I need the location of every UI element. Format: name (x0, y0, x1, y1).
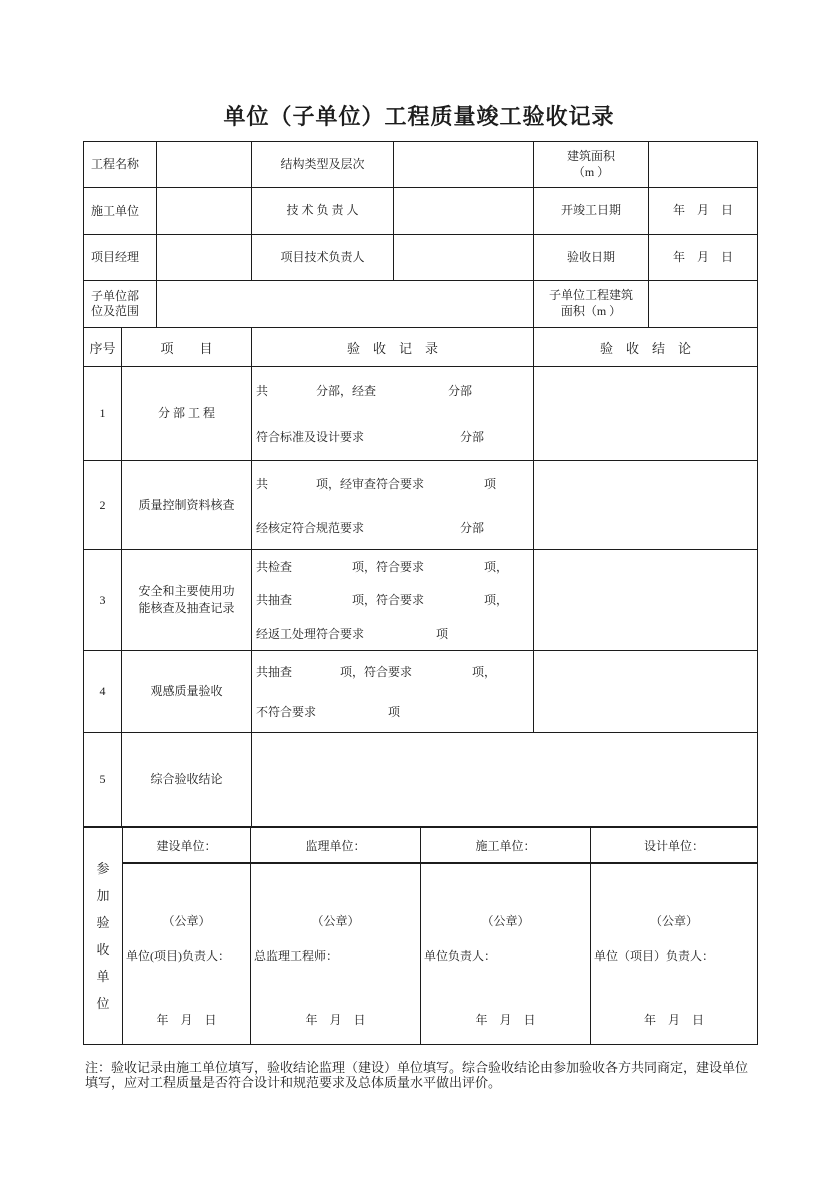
item-row-appearance-quality (84, 651, 758, 733)
column-header-conclusion: 验 收 结 论 (534, 328, 758, 367)
contractor-value[interactable] (157, 188, 252, 235)
participating-units-label: 参加验收单位 (84, 827, 123, 1045)
subunit-area-value[interactable] (649, 281, 758, 328)
subunit-scope-value[interactable] (157, 281, 534, 328)
item-row-subdivision-works (84, 367, 758, 461)
project-name-value[interactable] (157, 142, 252, 188)
acceptance-header-row (84, 328, 758, 367)
page-title: 单位（子单位）工程质量竣工验收记录 (223, 104, 615, 129)
official-seal-label: （公章） (162, 914, 211, 928)
building-area-value[interactable] (649, 142, 758, 188)
column-header-record: 验 收 记 录 (252, 328, 534, 367)
item-row-overall-conclusion (84, 733, 758, 827)
record-line: 共 分部，经查 分部 (256, 383, 473, 398)
acceptance-date-label: 验收日期 (534, 235, 649, 281)
form-table (83, 141, 757, 1045)
project-name-label: 工程名称 (84, 142, 157, 188)
item-name: 分 部 工 程 (122, 367, 252, 461)
design-signature-cell[interactable] (591, 863, 758, 1045)
supervision-unit-header: 监理单位： (251, 827, 421, 863)
subunit-area-label: 子单位工程建筑 面积（m ） (534, 281, 649, 328)
project-manager-label: 项目经理 (84, 235, 157, 281)
record-line: 不符合要求 项 (256, 705, 401, 720)
item-no: 4 (84, 651, 122, 733)
item-no: 3 (84, 550, 122, 651)
design-unit-header: 设计单位： (591, 827, 758, 863)
item-record (252, 461, 534, 550)
signatures-header-row (84, 827, 758, 863)
project-manager-value[interactable] (157, 235, 252, 281)
official-seal-label: （公章） (649, 914, 698, 928)
technical-director-value[interactable] (394, 188, 534, 235)
item-name: 质量控制资料核查 (122, 461, 252, 550)
building-area-label: 建筑面积 （m ） (534, 142, 649, 188)
item-no: 2 (84, 461, 122, 550)
info-row-project-manager (84, 235, 758, 281)
item-record (252, 367, 534, 461)
construction-owner-signature-cell[interactable] (123, 863, 251, 1045)
item-row-quality-control-docs (84, 461, 758, 550)
conclusion-cell[interactable] (534, 651, 758, 733)
info-row-project (84, 142, 758, 188)
record-line: 经核定符合规范要求 分部 (256, 520, 485, 535)
acceptance-date-value[interactable]: 年 月 日 (649, 235, 758, 281)
structure-type-label: 结构类型及层次 (252, 142, 394, 188)
signatures-table (83, 826, 758, 1045)
column-header-seq: 序号 (84, 328, 122, 367)
official-seal-label: （公章） (311, 914, 360, 928)
subunit-scope-label: 子单位部 位及范围 (84, 281, 157, 328)
responsible-person-label: 单位(项目)负责人： (126, 949, 230, 963)
project-tech-director-label: 项目技术负责人 (252, 235, 394, 281)
unit-head-label: 单位负责人： (424, 949, 497, 963)
record-line: 共检查 项，符合要求 项， (256, 560, 509, 575)
technical-director-label: 技 术 负 责 人 (252, 188, 394, 235)
supervision-signature-cell[interactable] (251, 863, 421, 1045)
contractor-signature-cell[interactable] (421, 863, 591, 1045)
record-line: 共抽查 项，符合要求 项， (256, 664, 497, 679)
overall-conclusion-area[interactable] (252, 733, 758, 827)
contractor-unit-header: 施工单位： (421, 827, 591, 863)
signature-date: 年 月 日 (643, 1013, 704, 1027)
conclusion-cell[interactable] (534, 367, 758, 461)
construction-owner-unit-header: 建设单位： (123, 827, 251, 863)
conclusion-cell[interactable] (534, 461, 758, 550)
record-line: 共 项，经审查符合要求 项 (256, 476, 497, 491)
footnote: 注：验收记录由施工单位填写，验收结论监理（建设）单位填写。综合验收结论由参加验收各方共同商定，建设单位填写，应对工程质量是否符合设计和规范要求及总体质量水平做出评价。 (85, 1060, 749, 1091)
info-table (83, 141, 758, 328)
signature-date: 年 月 日 (156, 1013, 217, 1027)
item-name: 观感质量验收 (122, 651, 252, 733)
item-name: 安全和主要使用功 能核查及抽查记录 (122, 550, 252, 651)
project-tech-director-value[interactable] (394, 235, 534, 281)
item-record (252, 550, 534, 651)
info-row-subunit (84, 281, 758, 328)
record-line: 符合标准及设计要求 分部 (256, 430, 485, 445)
start-finish-date-value[interactable]: 年 月 日 (649, 188, 758, 235)
record-line: 经返工处理符合要求 项 (256, 626, 449, 641)
official-seal-label: （公章） (481, 914, 530, 928)
item-row-safety-function-check (84, 550, 758, 651)
chief-supervision-engineer-label: 总监理工程师： (254, 949, 339, 963)
structure-type-value[interactable] (394, 142, 534, 188)
contractor-label: 施工单位 (84, 188, 157, 235)
signatures-body-row (84, 863, 758, 1045)
info-row-contractor (84, 188, 758, 235)
item-name: 综合验收结论 (122, 733, 252, 827)
item-no: 1 (84, 367, 122, 461)
signature-date: 年 月 日 (475, 1013, 536, 1027)
column-header-item: 项 目 (122, 328, 252, 367)
record-line: 共抽查 项，符合要求 项， (256, 593, 509, 608)
start-finish-date-label: 开竣工日期 (534, 188, 649, 235)
conclusion-cell[interactable] (534, 550, 758, 651)
item-no: 5 (84, 733, 122, 827)
responsible-person-label: 单位（项目）负责人： (594, 949, 715, 963)
item-record (252, 651, 534, 733)
acceptance-table (83, 327, 758, 827)
signature-date: 年 月 日 (305, 1013, 366, 1027)
